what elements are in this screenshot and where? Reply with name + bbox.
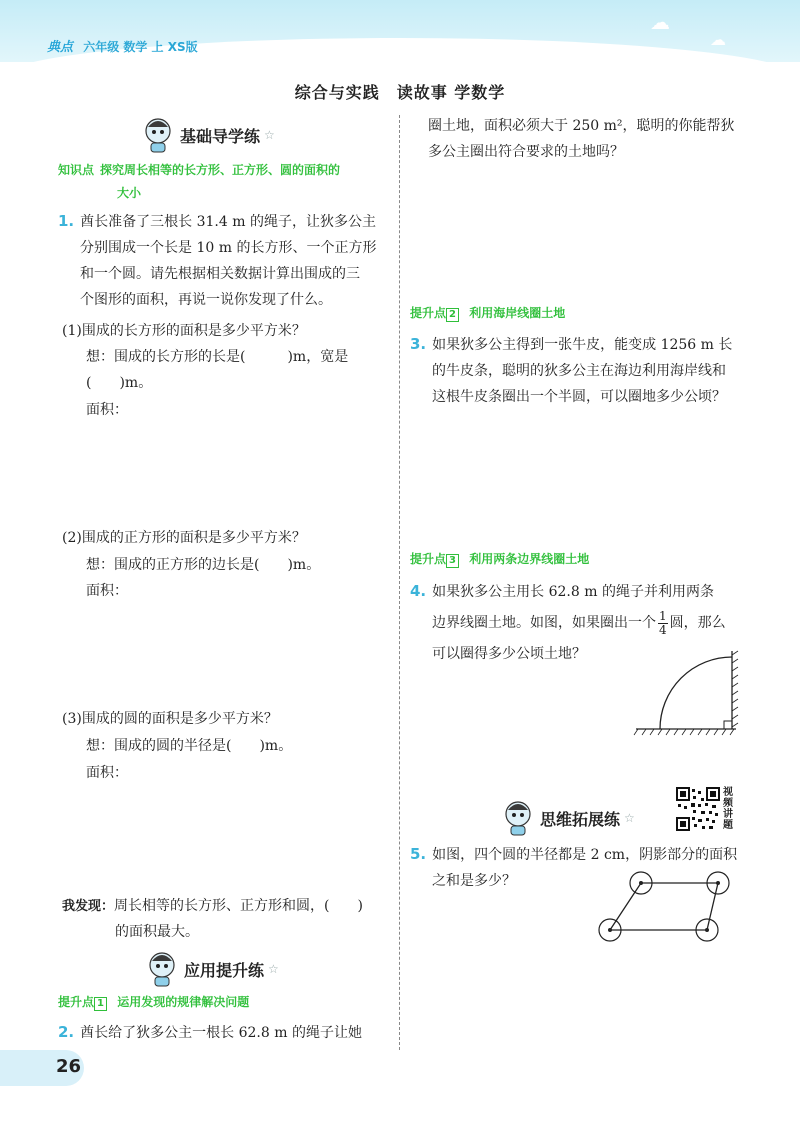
qr-code-icon[interactable]: [676, 787, 720, 831]
apply-tag: 提升点: [58, 995, 95, 1009]
apply-point-3: [410, 548, 589, 570]
q4-line-with-fraction: [410, 605, 770, 641]
section-expand-heading: [502, 800, 635, 836]
finding-label: 我发现：: [62, 899, 115, 914]
area-label: 面积：: [86, 583, 128, 599]
question-number: 5.: [410, 845, 427, 863]
section-basic-title: 基础导学练: [180, 126, 261, 146]
q4-line: 边界线圈土地。如图，如果圈出一个: [432, 615, 656, 631]
question-number: 3.: [410, 335, 427, 353]
section-apply-heading: [146, 951, 279, 987]
question-number: 4.: [410, 582, 427, 600]
apply-point-1: [58, 991, 249, 1013]
knowledge-point-1-cont: 大小: [117, 186, 142, 200]
q1-line: 酋长准备了三根长 31.4 m 的绳子，让狄多公主: [80, 214, 376, 230]
apply-point-2: [410, 302, 565, 324]
question-number: 1.: [58, 212, 75, 230]
finding: [62, 893, 363, 920]
q5-line: 如图，四个圆的半径都是 2 cm，阴影部分的面积: [432, 847, 738, 863]
area-label: 面积：: [86, 765, 128, 781]
star-icon: ☆: [268, 962, 279, 976]
section-expand-title: 思维拓展练: [540, 809, 621, 829]
brand-logo: 典点: [47, 40, 74, 55]
fraction-numerator: 1: [659, 608, 667, 623]
area-label: 面积：: [86, 402, 128, 418]
cloud-icon: ☁: [650, 10, 670, 34]
apply-text: 利用海岸线圈土地: [469, 306, 566, 320]
q1-part-1: (1)围成的长方形的面积是多少平方米？: [62, 323, 306, 339]
q2-line: 多公主圈出符合要求的土地吗？: [428, 144, 624, 160]
fraction-denominator: 4: [659, 622, 667, 637]
finding-text: 周长相等的长方形、正方形和圆，( ): [114, 898, 363, 914]
apply-text: 运用发现的规律解决问题: [117, 995, 250, 1009]
q1-part-2: (2)围成的正方形的面积是多少平方米？: [62, 530, 306, 546]
q1-part-3-hint: 想：围成的圆的半径是( )m。: [86, 738, 293, 754]
q4-line: 圆，那么: [669, 615, 726, 631]
apply-text: 利用两条边界线圈土地: [469, 552, 590, 566]
mascot-icon: [146, 951, 178, 987]
star-icon: ☆: [264, 128, 275, 142]
series-label: 六年级 数学 上 XS版: [83, 40, 198, 54]
apply-tag: 提升点: [410, 552, 447, 566]
quarter-circle-figure: [632, 645, 744, 743]
q2-line: 圈土地，面积必须大于 250 m²，聪明的你能帮狄: [428, 118, 735, 134]
qr-label: 视频讲题: [723, 787, 733, 831]
apply-number: 1: [94, 997, 107, 1011]
q1-part-1-hint: 想：围成的长方形的长是( )m，宽是: [86, 349, 349, 365]
fraction: [658, 610, 668, 637]
parallelogram-circles-figure: [594, 866, 744, 946]
knowledge-point-1: [58, 159, 340, 181]
mascot-icon: [502, 800, 534, 836]
q5-line: 之和是多少？: [432, 873, 516, 889]
kp-tag: 知识点: [58, 163, 95, 177]
q1-part-3: (3)围成的圆的面积是多少平方米？: [62, 711, 278, 727]
q1-part-1-hint-cont: ( )m。: [86, 375, 153, 391]
q3-line: 的牛皮条，聪明的狄多公主在海边利用海岸线和: [432, 363, 726, 379]
brand: [47, 36, 198, 55]
apply-number: 2: [446, 308, 459, 322]
column-divider: [399, 115, 400, 1050]
question-2-start: [58, 1019, 362, 1046]
question-number: 2.: [58, 1023, 75, 1041]
q1-part-2-hint: 想：围成的正方形的边长是( )m。: [86, 557, 321, 573]
q4-line: 可以圈得多少公顷土地？: [432, 646, 586, 662]
kp-text: 探究周长相等的长方形、正方形、圆的面积的: [100, 163, 341, 177]
q1-line: 分别围成一个长是 10 m 的长方形、一个正方形: [80, 240, 377, 256]
q2-line: 酋长给了狄多公主一根长 62.8 m 的绳子让她: [80, 1025, 362, 1041]
q3-line: 这根牛皮条圈出一个半圆，可以圈地多少公顷？: [432, 389, 726, 405]
section-apply-title: 应用提升练: [184, 960, 265, 980]
mascot-icon: [142, 117, 174, 153]
q3-line: 如果狄多公主得到一张牛皮，能变成 1256 m 长: [432, 337, 733, 353]
q1-line: 个图形的面积，再说一说你发现了什么。: [80, 292, 332, 308]
section-basic-heading: [142, 117, 275, 153]
cloud-icon: ☁: [710, 30, 726, 49]
star-icon: ☆: [624, 811, 635, 825]
finding-text-cont: 的面积最大。: [115, 924, 199, 940]
apply-number: 3: [446, 554, 459, 568]
apply-tag: 提升点: [410, 306, 447, 320]
page-number: 26: [56, 1056, 82, 1077]
q4-line: 如果狄多公主用长 62.8 m 的绳子并利用两条: [432, 584, 714, 600]
question-1: [58, 208, 393, 313]
page-title: 综合与实践 读故事 学数学: [294, 83, 506, 102]
question-3: [410, 331, 750, 410]
q1-line: 和一个圆。请先根据相关数据计算出围成的三: [80, 266, 360, 282]
